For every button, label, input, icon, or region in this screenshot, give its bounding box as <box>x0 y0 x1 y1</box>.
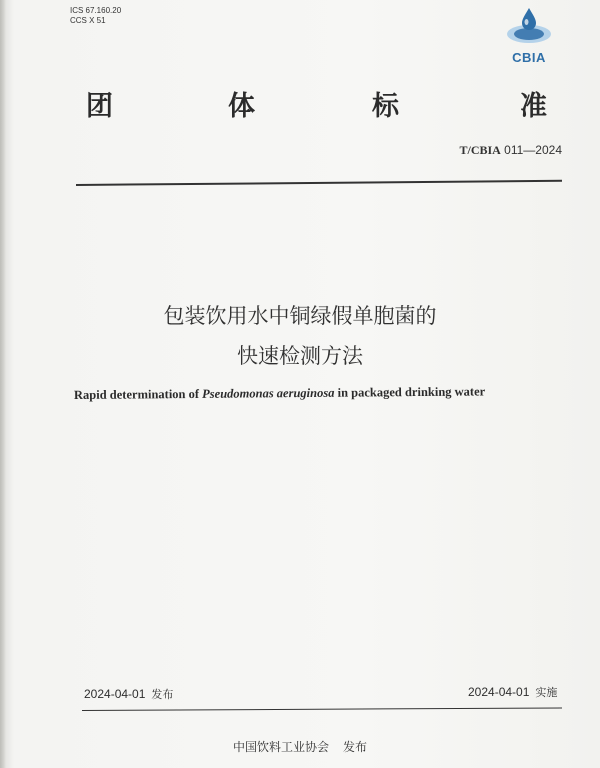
english-title-part-1: Rapid determination of <box>73 386 203 402</box>
ics-code: ICS 67.160.20 <box>70 6 122 15</box>
standard-type-char-4: 准 <box>520 91 547 122</box>
issue-date <box>84 686 173 702</box>
cbia-logo-icon <box>496 4 562 52</box>
publisher-name: 中国饮料工业协会 <box>232 740 329 754</box>
standard-number-value: 011—2024 <box>504 143 562 157</box>
publisher <box>0 738 600 755</box>
standard-number <box>459 143 562 158</box>
publisher-suffix: 发布 <box>343 740 368 754</box>
implementation-date-value: 2024-04-01 <box>468 685 530 699</box>
logo-text: CBIA <box>512 50 546 65</box>
implementation-date-label: 实施 <box>535 686 558 699</box>
chinese-title-line-1: 包装饮用水中铜绿假单胞菌的 <box>163 304 437 328</box>
implementation-date <box>468 684 557 700</box>
footer-divider <box>82 707 562 711</box>
scan-edge-shadow <box>0 0 6 768</box>
english-title-species: Pseudomonas aeruginosa <box>202 385 335 401</box>
issue-date-value: 2024-04-01 <box>84 687 146 701</box>
classification-codes <box>70 6 121 26</box>
issue-date-label: 发布 <box>151 688 174 701</box>
header-divider <box>76 180 562 186</box>
english-title <box>74 384 554 403</box>
standard-type-char-1: 团 <box>86 91 113 122</box>
standard-number-prefix: T/CBIA <box>459 143 501 157</box>
english-title-part-2: in packaged drinking water <box>334 384 486 400</box>
cbia-logo <box>496 4 562 64</box>
standard-type-char-3: 标 <box>372 91 399 122</box>
ccs-code: CCS X 51 <box>70 16 106 25</box>
chinese-title-line-2: 快速检测方法 <box>237 344 363 368</box>
standard-type-char-2: 体 <box>228 91 255 122</box>
